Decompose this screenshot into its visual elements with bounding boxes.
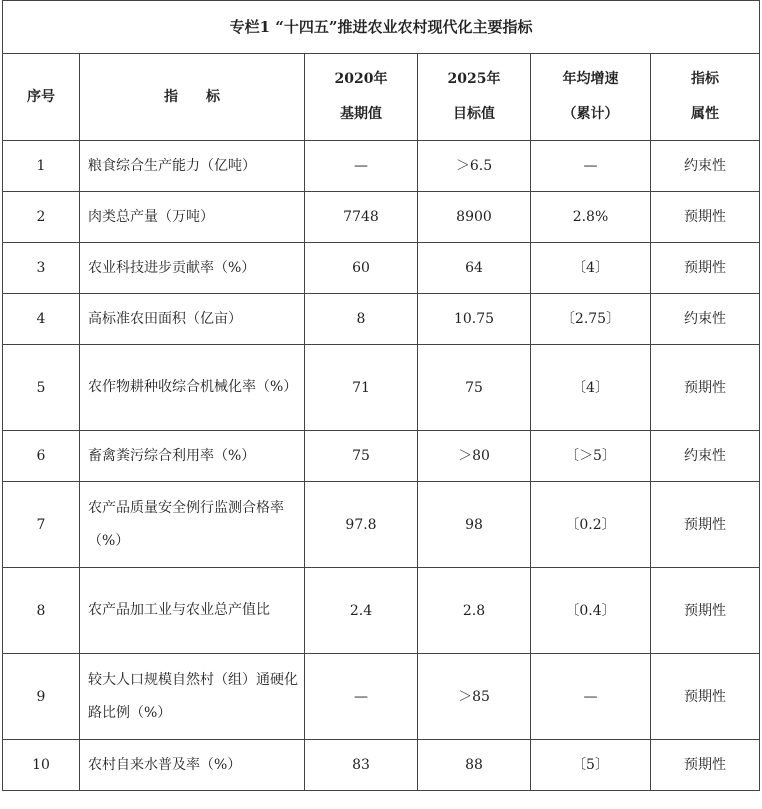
cell-growth: 〔4〕 (531, 345, 651, 431)
cell-target: 10.75 (418, 294, 531, 345)
cell-attr: 约束性 (651, 141, 760, 192)
table-row (3, 431, 760, 482)
cell-no: 6 (3, 431, 80, 482)
table-row (3, 294, 760, 345)
cell-base: 2.4 (305, 568, 418, 654)
cell-growth: 2.8% (531, 192, 651, 243)
cell-indicator: 较大人口规模自然村（组）通硬化路比例（%） (80, 654, 305, 740)
cell-base: 97.8 (305, 482, 418, 568)
cell-growth: 〔＞5〕 (531, 431, 651, 482)
cell-indicator: 肉类总产量（万吨） (80, 192, 305, 243)
cell-attr: 预期性 (651, 568, 760, 654)
indicator-table (2, 0, 760, 791)
header-attr: 指标 属性 (651, 54, 760, 141)
cell-attr: 预期性 (651, 345, 760, 431)
table-row (3, 482, 760, 568)
cell-target: 8900 (418, 192, 531, 243)
table-row (3, 345, 760, 431)
cell-growth: — (531, 141, 651, 192)
cell-indicator: 农业科技进步贡献率（%） (80, 243, 305, 294)
cell-attr: 约束性 (651, 431, 760, 482)
cell-attr: 预期性 (651, 482, 760, 568)
cell-base: 75 (305, 431, 418, 482)
cell-no: 1 (3, 141, 80, 192)
table-row (3, 740, 760, 791)
cell-target: 64 (418, 243, 531, 294)
cell-target: ＞6.5 (418, 141, 531, 192)
cell-indicator: 粮食综合生产能力（亿吨） (80, 141, 305, 192)
cell-target: ＞85 (418, 654, 531, 740)
cell-indicator: 农作物耕种收综合机械化率（%） (80, 345, 305, 431)
cell-attr: 预期性 (651, 243, 760, 294)
header-base: 2020年 基期值 (305, 54, 418, 141)
table-row (3, 141, 760, 192)
cell-base: 8 (305, 294, 418, 345)
cell-indicator: 农产品质量安全例行监测合格率（%） (80, 482, 305, 568)
cell-no: 5 (3, 345, 80, 431)
header-row (3, 54, 760, 141)
cell-no: 7 (3, 482, 80, 568)
cell-growth: 〔4〕 (531, 243, 651, 294)
cell-growth: 〔2.75〕 (531, 294, 651, 345)
table-caption: 专栏1 “十四五”推进农业农村现代化主要指标 (3, 1, 760, 54)
cell-base: 71 (305, 345, 418, 431)
cell-no: 8 (3, 568, 80, 654)
cell-base: — (305, 141, 418, 192)
header-growth: 年均增速 （累计） (531, 54, 651, 141)
cell-indicator: 高标准农田面积（亿亩） (80, 294, 305, 345)
cell-indicator: 农产品加工业与农业总产值比 (80, 568, 305, 654)
table-row (3, 654, 760, 740)
cell-target: ＞80 (418, 431, 531, 482)
table-row (3, 192, 760, 243)
cell-attr: 预期性 (651, 654, 760, 740)
cell-no: 3 (3, 243, 80, 294)
cell-no: 9 (3, 654, 80, 740)
cell-no: 4 (3, 294, 80, 345)
header-no: 序号 (3, 54, 80, 141)
cell-growth: 〔0.4〕 (531, 568, 651, 654)
cell-indicator: 畜禽粪污综合利用率（%） (80, 431, 305, 482)
cell-growth: — (531, 654, 651, 740)
header-indicator: 指 标 (80, 54, 305, 141)
cell-attr: 约束性 (651, 294, 760, 345)
cell-target: 75 (418, 345, 531, 431)
cell-growth: 〔5〕 (531, 740, 651, 791)
cell-base: 7748 (305, 192, 418, 243)
cell-base: 83 (305, 740, 418, 791)
cell-base: 60 (305, 243, 418, 294)
cell-attr: 预期性 (651, 192, 760, 243)
cell-base: — (305, 654, 418, 740)
cell-indicator: 农村自来水普及率（%） (80, 740, 305, 791)
cell-no: 2 (3, 192, 80, 243)
table-row (3, 243, 760, 294)
header-target: 2025年 目标值 (418, 54, 531, 141)
cell-attr: 预期性 (651, 740, 760, 791)
cell-growth: 〔0.2〕 (531, 482, 651, 568)
table-row (3, 568, 760, 654)
cell-target: 88 (418, 740, 531, 791)
cell-target: 98 (418, 482, 531, 568)
cell-target: 2.8 (418, 568, 531, 654)
cell-no: 10 (3, 740, 80, 791)
